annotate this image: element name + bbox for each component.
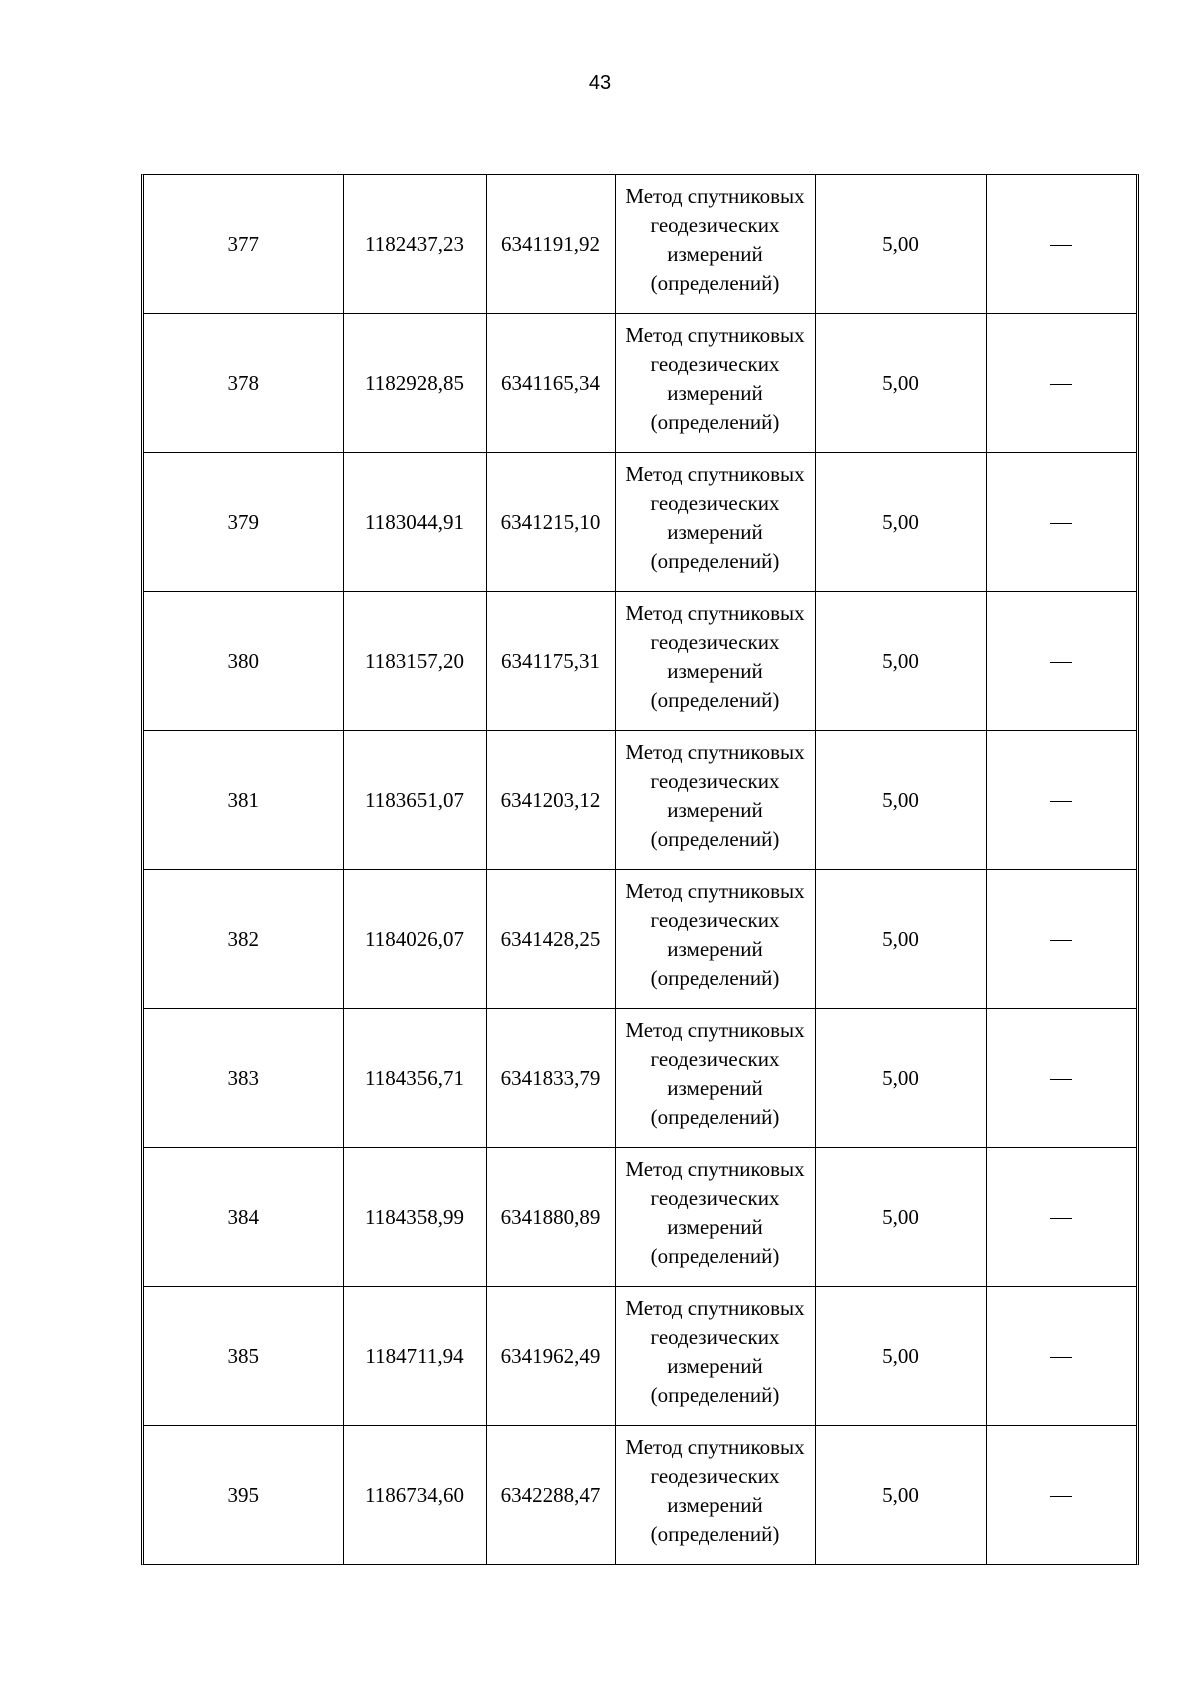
method-text: Метод спутниковых геодезических измерений (определений) — [625, 323, 805, 434]
method-cell — [615, 731, 815, 870]
point-number-cell — [144, 731, 343, 870]
method-text: Метод спутниковых геодезических измерений (определений) — [625, 1157, 805, 1268]
method-text: Метод спутниковых геодезических измерений (определений) — [625, 1018, 805, 1129]
accuracy-cell — [815, 453, 986, 592]
table-row — [144, 1009, 1136, 1148]
dash-mark — [1050, 384, 1072, 385]
point-number-text: 395 — [227, 1482, 259, 1507]
table-row — [144, 731, 1136, 870]
point-number-cell — [144, 592, 343, 731]
x-coordinate-text: 1183044,91 — [365, 509, 464, 534]
method-cell — [615, 1148, 815, 1287]
x-coordinate-text: 1184026,07 — [365, 926, 464, 951]
point-number-cell — [144, 453, 343, 592]
y-coordinate-cell — [486, 1148, 615, 1287]
method-text: Метод спутниковых геодезических измерений (определений) — [625, 184, 805, 295]
y-coordinate-text: 6341880,89 — [500, 1204, 601, 1229]
point-number-cell — [144, 314, 343, 453]
x-coordinate-text: 1184358,99 — [365, 1204, 464, 1229]
accuracy-text: 5,00 — [882, 1204, 919, 1229]
y-coordinate-text: 6341175,31 — [501, 648, 600, 673]
accuracy-cell — [815, 870, 986, 1009]
y-coordinate-text: 6341203,12 — [500, 787, 601, 812]
note-cell — [986, 175, 1136, 314]
method-cell — [615, 1426, 815, 1565]
x-coordinate-cell — [343, 1426, 486, 1565]
y-coordinate-cell — [486, 870, 615, 1009]
x-coordinate-text: 1183651,07 — [365, 787, 464, 812]
point-number-cell — [144, 175, 343, 314]
note-cell — [986, 1009, 1136, 1148]
x-coordinate-cell — [343, 731, 486, 870]
x-coordinate-cell — [343, 314, 486, 453]
y-coordinate-text: 6341428,25 — [500, 926, 601, 951]
point-number-text: 378 — [227, 370, 259, 395]
note-cell — [986, 314, 1136, 453]
accuracy-cell — [815, 1426, 986, 1565]
accuracy-cell — [815, 1148, 986, 1287]
point-number-text: 385 — [227, 1343, 259, 1368]
point-number-text: 384 — [227, 1204, 259, 1229]
accuracy-text: 5,00 — [882, 1343, 919, 1368]
point-number-text: 381 — [227, 787, 259, 812]
accuracy-text: 5,00 — [882, 787, 919, 812]
y-coordinate-cell — [486, 1287, 615, 1426]
point-number-text: 383 — [227, 1065, 259, 1090]
point-number-cell — [144, 1426, 343, 1565]
y-coordinate-cell — [486, 731, 615, 870]
note-cell — [986, 1287, 1136, 1426]
method-cell — [615, 175, 815, 314]
x-coordinate-cell — [343, 1009, 486, 1148]
method-cell — [615, 314, 815, 453]
accuracy-cell — [815, 592, 986, 731]
dash-mark — [1050, 1496, 1072, 1497]
y-coordinate-text: 6341165,34 — [501, 370, 600, 395]
table-row — [144, 1287, 1136, 1426]
point-number-cell — [144, 1287, 343, 1426]
x-coordinate-text: 1186734,60 — [365, 1482, 464, 1507]
x-coordinate-cell — [343, 592, 486, 731]
accuracy-cell — [815, 1287, 986, 1426]
point-number-text: 380 — [227, 648, 259, 673]
accuracy-text: 5,00 — [882, 1065, 919, 1090]
x-coordinate-cell — [343, 870, 486, 1009]
y-coordinate-cell — [486, 1426, 615, 1565]
x-coordinate-text: 1184356,71 — [365, 1065, 464, 1090]
y-coordinate-text: 6341833,79 — [500, 1065, 601, 1090]
point-number-cell — [144, 870, 343, 1009]
accuracy-cell — [815, 175, 986, 314]
x-coordinate-cell — [343, 453, 486, 592]
method-cell — [615, 870, 815, 1009]
accuracy-text: 5,00 — [882, 370, 919, 395]
dash-mark — [1050, 1218, 1072, 1219]
method-text: Метод спутниковых геодезических измерений (определений) — [625, 740, 805, 851]
accuracy-text: 5,00 — [882, 509, 919, 534]
method-cell — [615, 453, 815, 592]
y-coordinate-cell — [486, 1009, 615, 1148]
point-number-text: 379 — [227, 509, 259, 534]
point-number-cell — [144, 1148, 343, 1287]
dash-mark — [1050, 245, 1072, 246]
y-coordinate-text: 6341215,10 — [500, 509, 601, 534]
method-text: Метод спутниковых геодезических измерений (определений) — [625, 1435, 805, 1546]
accuracy-cell — [815, 314, 986, 453]
method-text: Метод спутниковых геодезических измерений (определений) — [625, 462, 805, 573]
dash-mark — [1050, 940, 1072, 941]
y-coordinate-text: 6341962,49 — [500, 1343, 601, 1368]
y-coordinate-text: 6341191,92 — [501, 231, 600, 256]
table-row — [144, 592, 1136, 731]
point-number-text: 382 — [227, 926, 259, 951]
table-row — [144, 453, 1136, 592]
note-cell — [986, 1148, 1136, 1287]
note-cell — [986, 592, 1136, 731]
table-row — [144, 1426, 1136, 1565]
method-text: Метод спутниковых геодезических измерений (определений) — [625, 879, 805, 990]
y-coordinate-text: 6342288,47 — [500, 1482, 601, 1507]
table-row — [144, 870, 1136, 1009]
dash-mark — [1050, 1357, 1072, 1358]
dash-mark — [1050, 801, 1072, 802]
accuracy-text: 5,00 — [882, 231, 919, 256]
accuracy-text: 5,00 — [882, 926, 919, 951]
y-coordinate-cell — [486, 453, 615, 592]
accuracy-text: 5,00 — [882, 648, 919, 673]
table-row — [144, 175, 1136, 314]
page-number: 43 — [588, 72, 612, 94]
note-cell — [986, 453, 1136, 592]
method-cell — [615, 1287, 815, 1426]
dash-mark — [1050, 523, 1072, 524]
accuracy-cell — [815, 731, 986, 870]
accuracy-text: 5,00 — [882, 1482, 919, 1507]
method-cell — [615, 1009, 815, 1148]
x-coordinate-text: 1182437,23 — [365, 231, 464, 256]
dash-mark — [1050, 1079, 1072, 1080]
method-text: Метод спутниковых геодезических измерений (определений) — [625, 1296, 805, 1407]
x-coordinate-cell — [343, 175, 486, 314]
x-coordinate-text: 1184711,94 — [365, 1343, 464, 1368]
table-body — [144, 175, 1136, 1564]
y-coordinate-cell — [486, 314, 615, 453]
y-coordinate-cell — [486, 175, 615, 314]
point-number-cell — [144, 1009, 343, 1148]
accuracy-cell — [815, 1009, 986, 1148]
dash-mark — [1050, 662, 1072, 663]
method-text: Метод спутниковых геодезических измерений (определений) — [625, 601, 805, 712]
coordinates-table — [141, 174, 1139, 1565]
point-number-text: 377 — [227, 231, 259, 256]
x-coordinate-cell — [343, 1148, 486, 1287]
y-coordinate-cell — [486, 592, 615, 731]
x-coordinate-text: 1183157,20 — [365, 648, 464, 673]
table-row — [144, 314, 1136, 453]
x-coordinate-text: 1182928,85 — [365, 370, 464, 395]
note-cell — [986, 1426, 1136, 1565]
table-row — [144, 1148, 1136, 1287]
method-cell — [615, 592, 815, 731]
note-cell — [986, 870, 1136, 1009]
note-cell — [986, 731, 1136, 870]
x-coordinate-cell — [343, 1287, 486, 1426]
